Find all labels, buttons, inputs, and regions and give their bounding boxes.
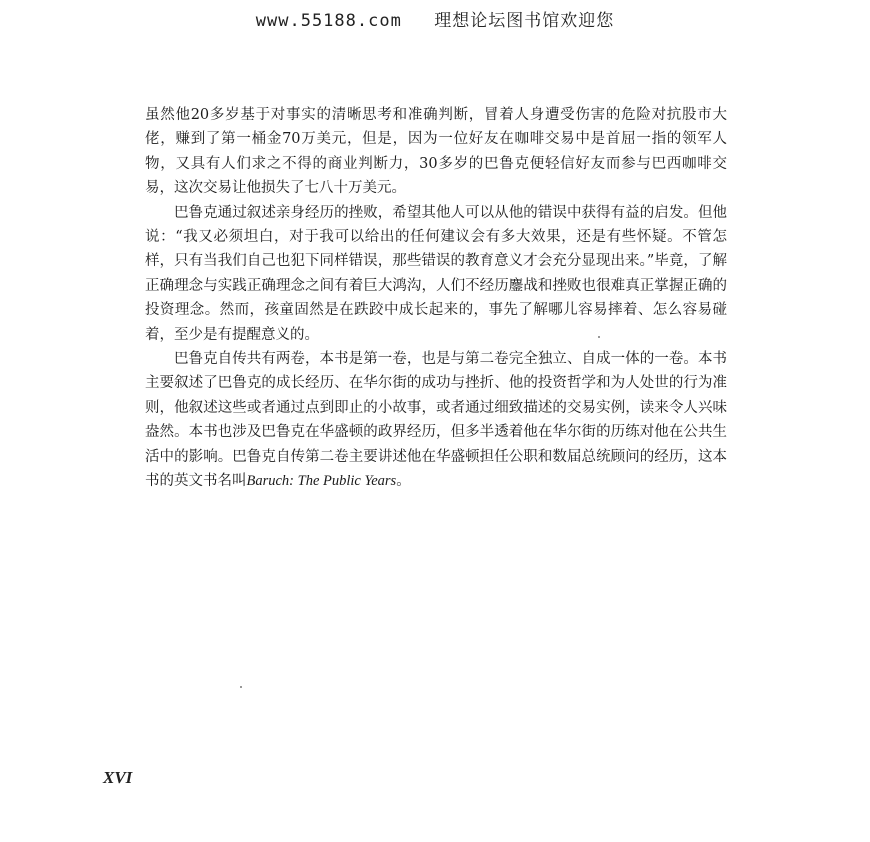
paragraph-1: 虽然他20多岁基于对事实的清晰思考和准确判断，冒着人身遭受伤害的危险对抗股市大佬，赚到了第一桶金70万美元，但是，因为一位好友在咖啡交易中是首屈一指的领军人物，又具有人们求之不得的商业判断力，30多岁的巴鲁克便轻信好友而参与巴西咖啡交易，这次交易让他损失了七八十万美元。 [145,107,727,197]
paragraph-3 [145,347,727,493]
scan-speck [240,686,242,688]
page-header [0,6,870,31]
paragraph-2: 巴鲁克通过叙述亲身经历的挫败，希望其他人可以从他的错误中获得有益的启发。但他说：“我又必须坦白，对于我可以给出的任何建议会有多大效果，还是有些怀疑。不管怎样，只有当我们自己也犯下同样错误，那些错误的教育意义才会充分显现出来。”毕竟，了解正确理念与实践正确理念之间有着巨大鸿沟，人们不经历鏖战和挫败也很难真正掌握正确的投资理念。然而，孩童固然是在跌跤中成长起来的，事先了解哪儿容易摔着、怎么容易碰着，至少是有提醒意义的。 [145,204,727,343]
title-suffix: 。 [396,473,411,490]
body-text [145,103,727,494]
header-slogan: 理想论坛图书馆欢迎您 [434,11,615,31]
english-book-title: Baruch: The Public Years [246,473,397,490]
scan-speck [598,336,600,338]
site-url[interactable]: www.55188.com [255,11,402,31]
paragraph-3-text: 巴鲁克自传共有两卷，本书是第一卷，也是与第二卷完全独立、自成一体的一卷。本书主要叙述了巴鲁克的成长经历、在华尔街的成功与挫折、他的投资哲学和为人处世的行为准则，他叙述这些或者通过点到即止的小故事，或者通过细致描述的交易实例，读来令人兴味盎然。本书也涉及巴鲁克在华盛顿的政界经历，但多半透着他在华尔街的历练对他在公共生活中的影响。巴鲁克自传第二卷主要讲述他在华盛顿担任公职和数届总统顾问的经历，这本书的英文书名叫 [145,351,727,490]
page-number: XVI [103,768,133,787]
